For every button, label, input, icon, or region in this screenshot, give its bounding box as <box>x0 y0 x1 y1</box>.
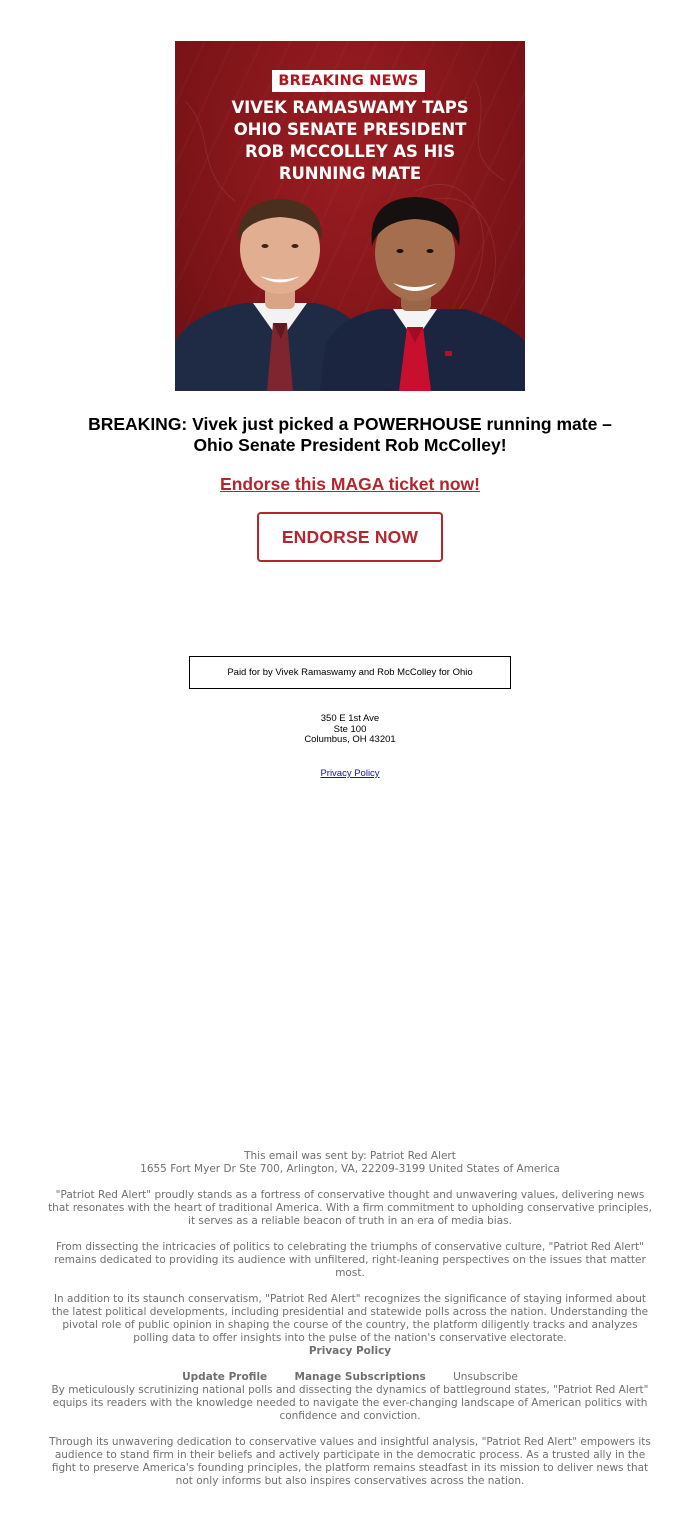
address-line: Columbus, OH 43201 <box>304 734 396 745</box>
hero-headline-line: RUNNING MATE <box>278 164 422 183</box>
hero-headline-line: VIVEK RAMASWAMY TAPS <box>231 98 469 117</box>
campaign-address <box>0 714 700 746</box>
hero-image[interactable] <box>175 41 525 391</box>
unsubscribe-link[interactable]: Unsubscribe <box>453 1371 518 1383</box>
email-footer <box>48 1150 652 1488</box>
update-profile-link[interactable]: Update Profile <box>182 1371 268 1383</box>
footer-paragraph: From dissecting the intricacies of politics to celebrating the triumphs of conservative culture, "Patriot Red Alert" remains dedicated to providing its audience with unfiltered, right-leaning perspectives on the issues that matter most. <box>54 1241 646 1279</box>
endorse-now-button[interactable]: ENDORSE NOW <box>257 512 443 562</box>
manage-subscriptions-link[interactable]: Manage Subscriptions <box>294 1371 426 1383</box>
candidate-portraits <box>175 41 525 391</box>
footer-paragraph: Through its unwavering dedication to conservative values and insightful analysis, "Patriot Red Alert" empowers its audience to stand firm in their beliefs and actively participate in the democratic process. As a trusted ally in the fight to preserve America's founding principles, the platform remains steadfast in its mission to deliver news that not only informs but also inspires conservatives across the nation. <box>49 1436 651 1487</box>
breaking-line: BREAKING: Vivek just picked a POWERHOUSE running mate – <box>88 414 612 434</box>
breaking-announcement <box>40 414 660 456</box>
footer-links-row <box>48 1371 652 1384</box>
address-line: 350 E 1st Ave <box>320 713 380 724</box>
address-line: Ste 100 <box>333 723 367 735</box>
paid-for-disclaimer: Paid for by Vivek Ramaswamy and Rob McColley for Ohio <box>189 656 511 689</box>
footer-privacy-policy-link[interactable]: Privacy Policy <box>308 1345 392 1357</box>
hero-headline-line: ROB MCCOLLEY AS HIS <box>244 142 456 161</box>
hero-headline-line: OHIO SENATE PRESIDENT <box>233 120 467 139</box>
footer-paragraph: In addition to its staunch conservatism, "Patriot Red Alert" recognizes the significance of staying informed about the latest political developments, including presidential and statewide polls across the nation. Understanding the pivotal role of public opinion in shaping the course of the country, the platform diligently tracks and analyzes polling data to offer insights into the pulse of the nation's conservative electorate. <box>51 1293 649 1344</box>
footer-paragraph: "Patriot Red Alert" proudly stands as a fortress of conservative thought and unwavering values, delivering news that resonates with the heart of traditional America. With a firm commitment to upholding conservative principles, it serves as a reliable beacon of truth in an era of media bias. <box>48 1189 652 1227</box>
endorse-ticket-link[interactable]: Endorse this MAGA ticket now! <box>220 474 480 494</box>
breaking-line: Ohio Senate President Rob McColley! <box>193 435 507 455</box>
portrait-right <box>320 197 525 391</box>
footer-paragraph: By meticulously scrutinizing national polls and dissecting the dynamics of battleground states, "Patriot Red Alert" equips its readers with the knowledge needed to navigate the ever-changing landscape of American politics with confidence and conviction. <box>51 1384 649 1422</box>
privacy-policy-link[interactable]: Privacy Policy <box>320 768 380 779</box>
breaking-news-badge: BREAKING NEWS <box>272 70 425 92</box>
sent-by-text: This email was sent by: Patriot Red Alert <box>244 1150 456 1162</box>
sender-address: 1655 Fort Myer Dr Ste 700, Arlington, VA, 22209-3199 United States of America <box>140 1163 560 1175</box>
